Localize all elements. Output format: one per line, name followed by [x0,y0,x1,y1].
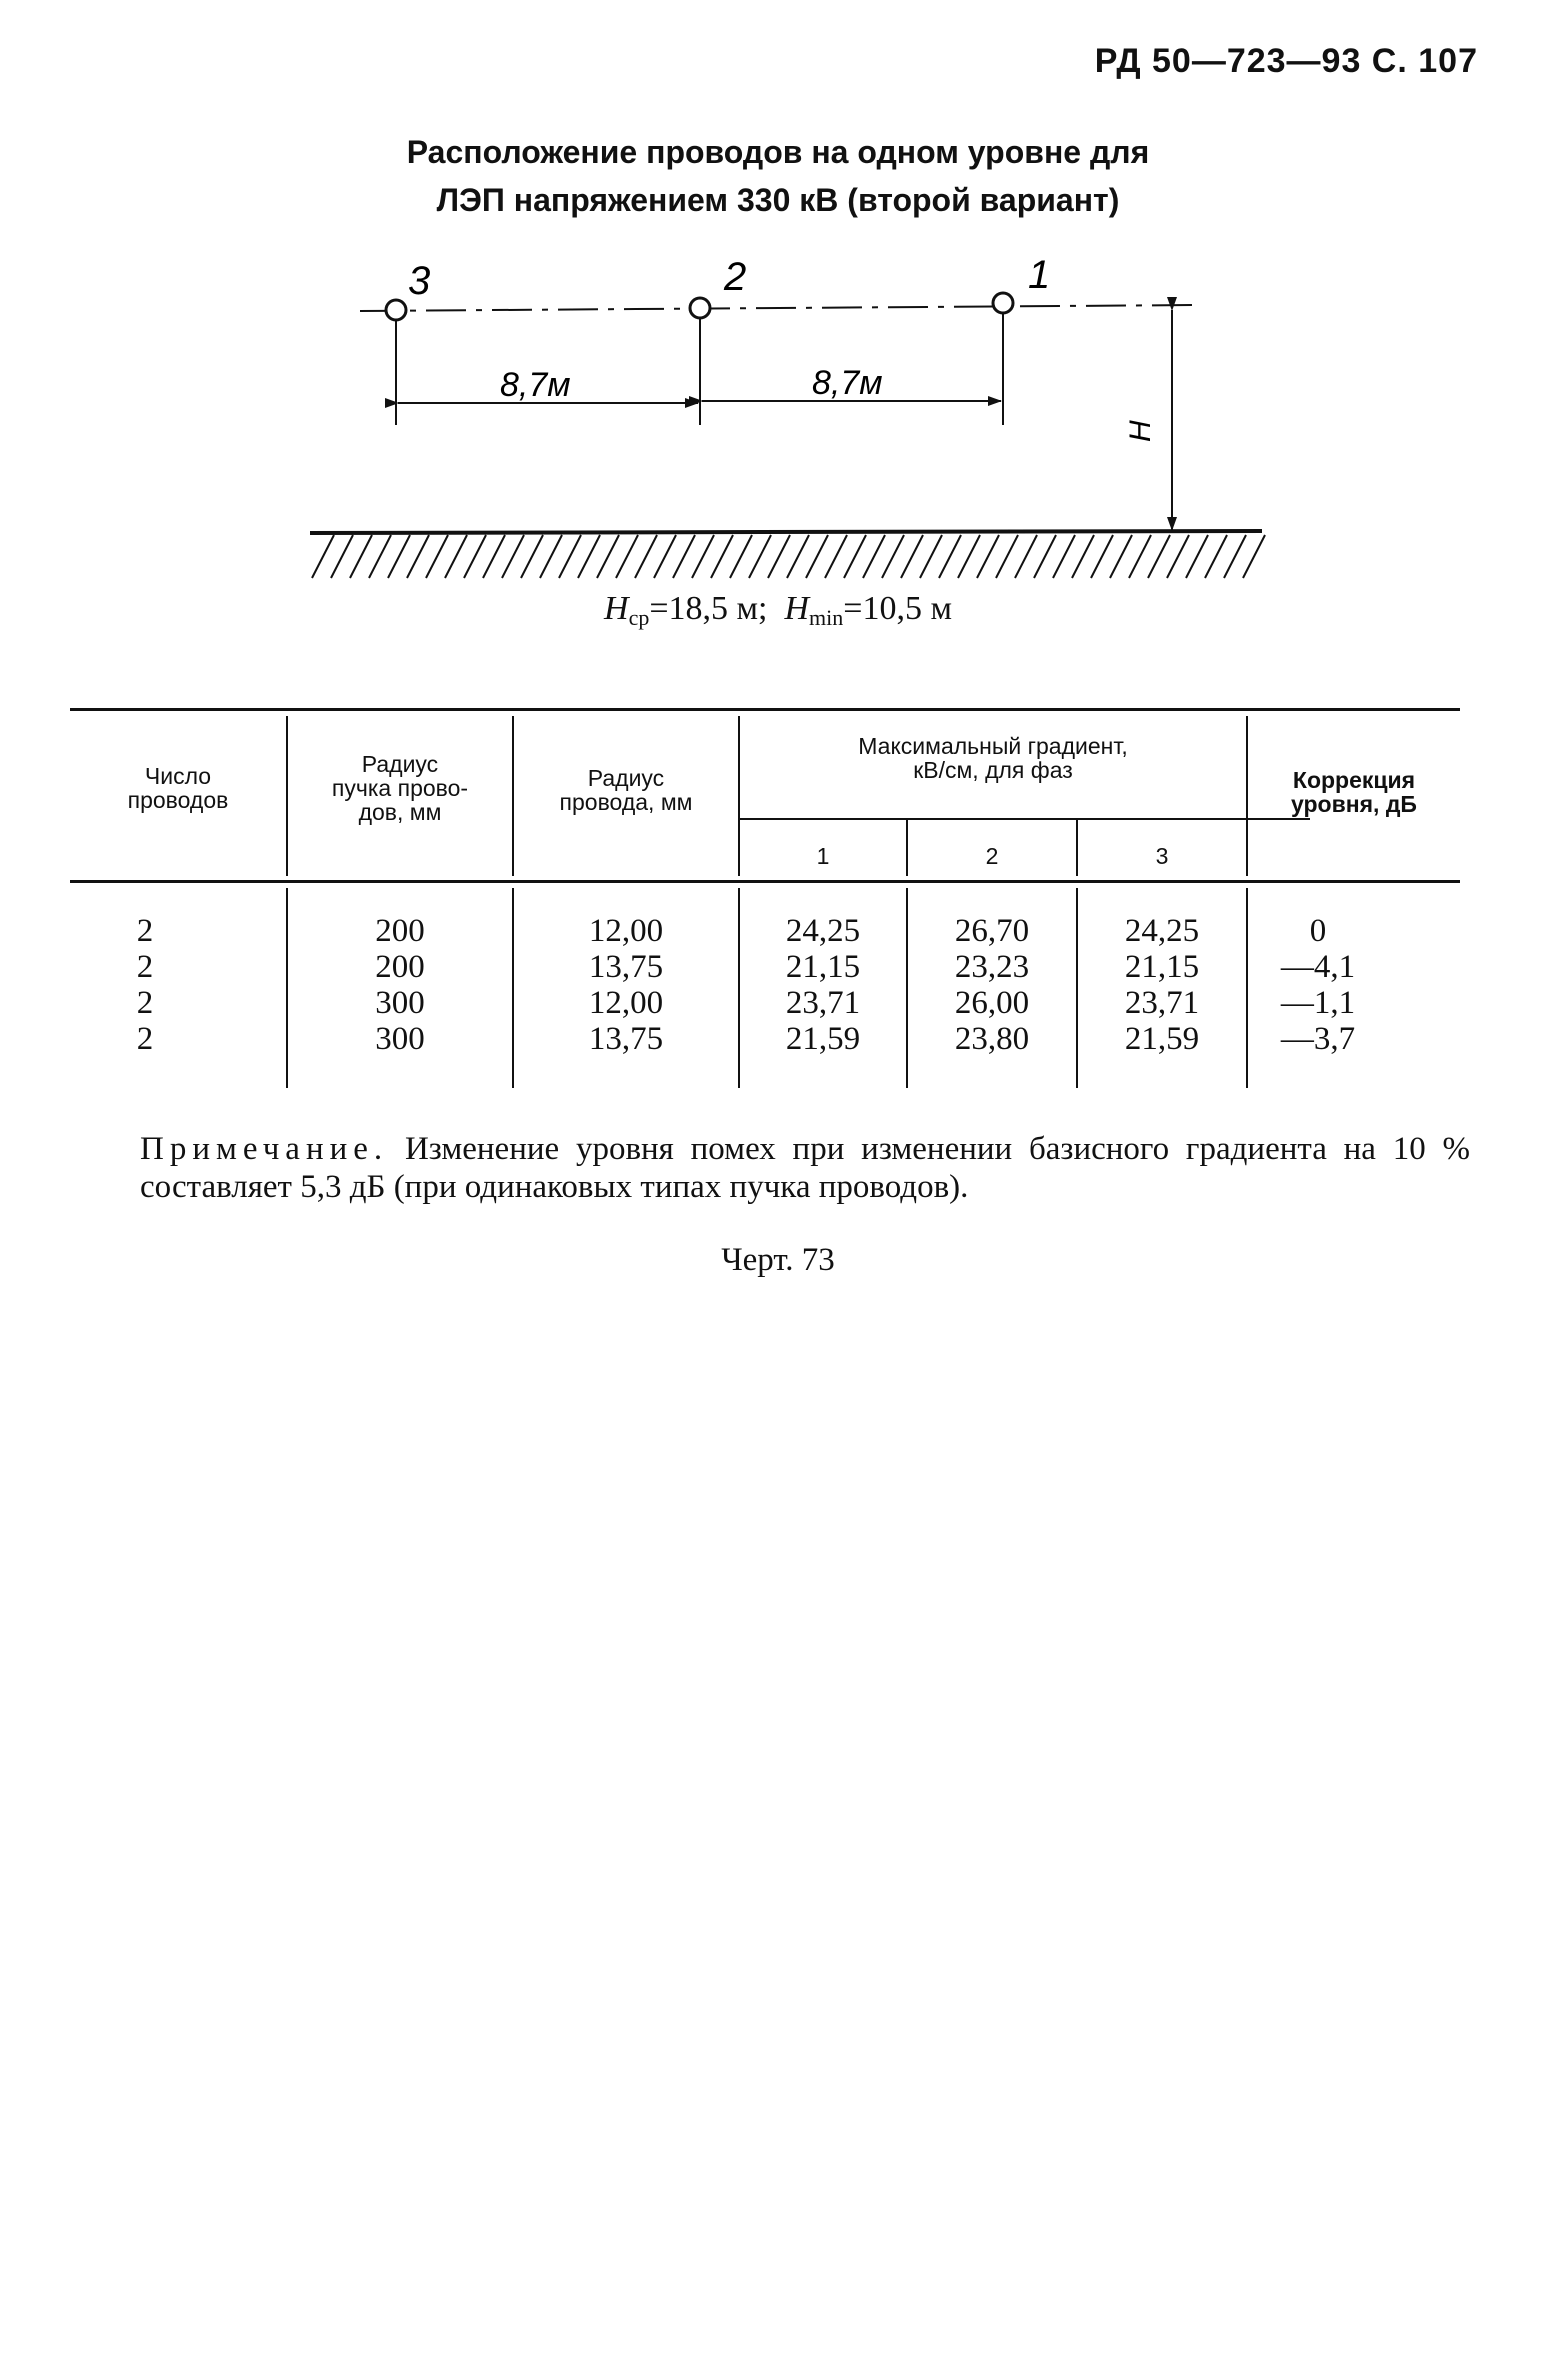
cell: 26,70 [954,913,1030,949]
col-correction [1248,913,1388,1057]
hatch-stroke [863,535,885,578]
col-phase-1 [740,913,906,1057]
hatch-stroke [521,535,543,578]
wire-1 [993,293,1013,313]
hatch-stroke [559,535,581,578]
hatch-stroke [1224,535,1246,578]
table-header-rule [70,880,1460,883]
header-wires [70,764,286,812]
cell: 21,59 [785,1021,861,1057]
header-wires-line: проводов [127,787,229,813]
header-phase-3: 3 [1155,843,1169,869]
header-bundle-line: Радиус [361,751,439,777]
cell: —4,1 [1280,949,1356,985]
wire-2-label: 2 [724,255,747,299]
height-values [0,590,1556,631]
data-table [70,708,1460,1098]
hatch-stroke [1167,535,1189,578]
hatch-stroke [654,535,676,578]
cell: 0 [1309,913,1327,949]
hatch-stroke [1053,535,1075,578]
hatch-stroke [445,535,467,578]
hatch-stroke [540,535,562,578]
hatch-stroke [844,535,866,578]
cell: 300 [375,1021,425,1057]
wire-3 [386,300,406,320]
header-gradient-line: Максимальный градиент, [858,733,1128,759]
hatch-stroke [1129,535,1151,578]
header-max-gradient [740,734,1246,782]
hatch-stroke [882,535,904,578]
h-min-subscript: min [809,605,844,630]
height-label: H [1124,420,1157,442]
hatch-stroke [1015,535,1037,578]
hatch-stroke [350,535,372,578]
header-bundle-radius [288,752,512,824]
hatch-stroke [483,535,505,578]
hatch-stroke [597,535,619,578]
hatch-stroke [749,535,771,578]
h-avg-subscript: ср [628,605,650,630]
cell: 12,00 [588,985,664,1021]
cell: —1,1 [1280,985,1356,1021]
hatch-stroke [996,535,1018,578]
hatch-stroke [1110,535,1132,578]
hatch-stroke [939,535,961,578]
col-phase-2 [908,913,1076,1057]
header-wire-radius-line: провода, мм [559,789,693,815]
hatch-stroke [331,535,353,578]
cell: 2 [136,913,154,949]
hatch-stroke [1148,535,1170,578]
note-lead: Примечание. [140,1131,389,1167]
cell: 2 [136,985,154,1021]
hatch-stroke [806,535,828,578]
header-phase-2: 2 [985,843,999,869]
figure-caption: Черт. 73 [721,1242,835,1278]
header-bundle-line: пучка прово- [331,775,469,801]
hatch-stroke [692,535,714,578]
cell: 23,80 [954,1021,1030,1057]
ground-hatching [312,535,1265,578]
cell: 23,71 [785,985,861,1021]
header-correction-line: уровня, дБ [1291,791,1417,817]
cell: 300 [375,985,425,1021]
wire-level-line [360,305,1200,311]
cell: 12,00 [588,913,664,949]
header-phase-1: 1 [816,843,830,869]
header-correction [1248,768,1460,816]
hatch-stroke [635,535,657,578]
cell: —3,7 [1280,1021,1356,1057]
cell: 21,15 [785,949,861,985]
hatch-stroke [730,535,752,578]
cell: 200 [375,949,425,985]
wire-arrangement-diagram [0,0,1556,640]
wire-2 [690,298,710,318]
hatch-stroke [616,535,638,578]
ground-line [310,531,1262,533]
note-paragraph [140,1130,1470,1206]
hatch-stroke [426,535,448,578]
cell: 21,15 [1124,949,1200,985]
header-gradient-line: кВ/см, для фаз [913,757,1073,783]
note-text: Изменение уровня помех при изменении базисного градиента на 10 % составляет 5,3 дБ (при одинаковых типах пучка проводов). [140,1131,1470,1205]
phase-subheader-rule [740,818,1310,820]
cell: 24,25 [785,913,861,949]
col-phase-3 [1078,913,1246,1057]
hatch-stroke [388,535,410,578]
hatch-stroke [901,535,923,578]
hatch-stroke [673,535,695,578]
h-avg-value: =18,5 м; [649,590,768,627]
hatch-stroke [920,535,942,578]
hatch-stroke [711,535,733,578]
header-correction-line: Коррекция [1292,767,1416,793]
col-wire-radius [514,913,738,1057]
title-line-1: Расположение проводов на одном уровне для [406,134,1150,170]
hatch-stroke [407,535,429,578]
h-min-value: =10,5 м [843,590,952,627]
header-wires-line: Число [144,763,212,789]
cell: 24,25 [1124,913,1200,949]
hatch-stroke [787,535,809,578]
header-wire-radius-line: Радиус [587,765,665,791]
title-line-2: ЛЭП напряжением 330 кВ (второй вариант) [436,182,1120,218]
cell: 2 [136,1021,154,1057]
hatch-stroke [825,535,847,578]
hatch-stroke [1205,535,1227,578]
hatch-stroke [312,535,334,578]
col-wires [70,913,220,1057]
cell: 21,59 [1124,1021,1200,1057]
header-bundle-line: дов, мм [358,799,442,825]
wire-1-label: 1 [1028,253,1051,297]
h-avg-symbol: H [604,590,629,627]
wire-3-label: 3 [408,259,431,303]
cell: 13,75 [588,1021,664,1057]
cell: 2 [136,949,154,985]
hatch-stroke [1243,535,1265,578]
table-top-rule [70,708,1460,711]
hatch-stroke [369,535,391,578]
page-header: РД 50—723—93 С. 107 [1094,42,1478,80]
header-wire-radius [514,766,738,814]
cell: 23,71 [1124,985,1200,1021]
cell: 26,00 [954,985,1030,1021]
hatch-stroke [977,535,999,578]
cell: 13,75 [588,949,664,985]
cell: 23,23 [954,949,1030,985]
hatch-stroke [1072,535,1094,578]
hatch-stroke [768,535,790,578]
hatch-stroke [1091,535,1113,578]
hatch-stroke [958,535,980,578]
spacing-3-2-label: 8,7м [500,366,571,404]
hatch-stroke [502,535,524,578]
hatch-stroke [464,535,486,578]
hatch-stroke [578,535,600,578]
hatch-stroke [1034,535,1056,578]
col-bundle-radius [288,913,512,1057]
h-min-symbol: H [784,590,810,627]
cell: 200 [375,913,425,949]
hatch-stroke [1186,535,1208,578]
spacing-2-1-label: 8,7м [812,364,883,402]
